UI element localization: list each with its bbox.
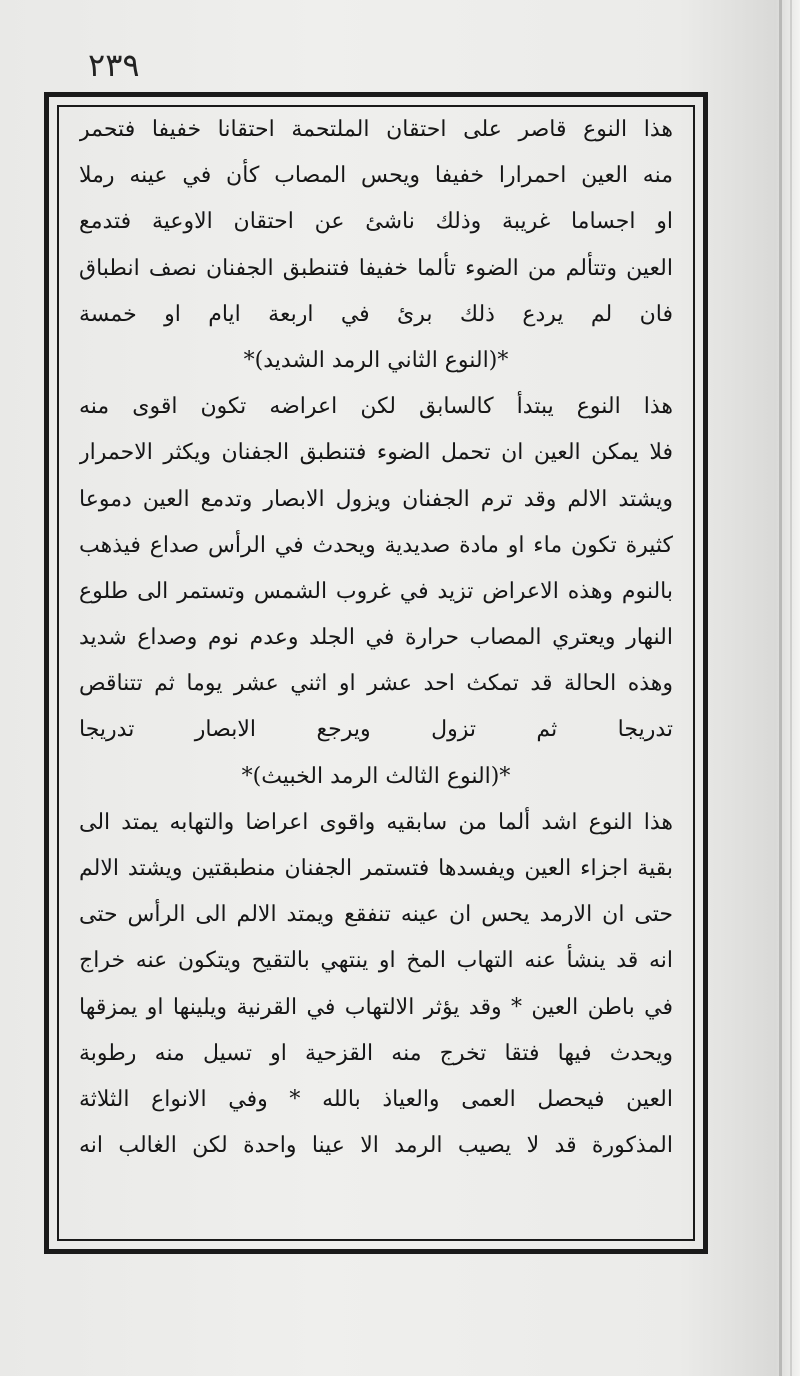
text-line: العين وتتألم من الضوء تألما خفيفا فتنطبق الجفنان نصف انطباق [79, 255, 673, 281]
text-line: ويحدث فيها فتقا تخرج منه القزحية او تسيل منه رطوبة [79, 1040, 673, 1066]
text-line: النهار ويعتري المصاب حرارة في الجلد وعدم نوم وصداع شديد [79, 625, 673, 651]
section-heading: *(النوع الثالث الرمد الخبيث)* [241, 763, 511, 789]
text-line: في باطن العين * وقد يؤثر الالتهاب في القرنية ويلينها او يمزقها [79, 994, 673, 1020]
text-line: او اجساما غريبة وذلك ناشئ عن احتقان الاوعية فتدمع [79, 209, 673, 235]
page-edge [790, 0, 792, 1376]
text-line: تدريجا ثم تزول ويرجع الابصار تدريجا [79, 717, 673, 743]
section-heading: *(النوع الثاني الرمد الشديد)* [243, 347, 509, 373]
text-line: هذا النوع قاصر على احتقان الملتحمة احتقانا خفيفا فتحمر [79, 117, 673, 142]
text-line: فان لم يردع ذلك برئ في اربعة ايام او خمسة [79, 301, 673, 327]
text-line: هذا النوع اشد ألما من سابقيه واقوى اعراضا والتهابه يمتد الى [79, 809, 673, 835]
text-line: كثيرة تكون ماء او مادة صديدية ويحدث في الرأس صداع فيذهب [79, 532, 673, 558]
text-line: بقية اجزاء العين ويفسدها فتستمر الجفنان منطبقتين ويشتد الالم [79, 856, 673, 881]
text-line: انه قد ينشأ عنه التهاب المخ او ينتهي بالتقيح ويتكون عنه خراج [79, 948, 673, 974]
text-line: العين فيحصل العمى والعياذ بالله * وفي الانواع الثلاثة [79, 1086, 673, 1112]
text-body [79, 107, 673, 1237]
text-frame [44, 92, 708, 1254]
text-line: حتى ان الارمد يحس ان عينه تنفقع ويمتد الالم الى الرأس حتى [79, 902, 673, 928]
text-line: منه العين احمرارا خفيفا ويحس المصاب كأن في عينه رملا [79, 163, 673, 189]
text-line: وهذه الحالة قد تمكث احد عشر او اثني عشر يوما ثم تتناقص [79, 671, 673, 697]
text-line: المذكورة قد لا يصيب الرمد الا عينا واحدة لكن الغالب انه [79, 1133, 673, 1159]
text-line: فلا يمكن العين ان تحمل الضوء فتنطبق الجفنان ويكثر الاحمرار [79, 440, 673, 466]
page-number: ٢٣٩ [88, 46, 140, 84]
text-line: بالنوم وهذه الاعراض تزيد في غروب الشمس وتستمر الى طلوع [79, 578, 673, 604]
page-edge [779, 0, 782, 1376]
text-line: ويشتد الالم وقد ترم الجفنان ويزول الابصار وتدمع العين دموعا [79, 486, 673, 512]
text-line: هذا النوع يبتدأ كالسابق لكن اعراضه تكون اقوى منه [79, 394, 673, 420]
